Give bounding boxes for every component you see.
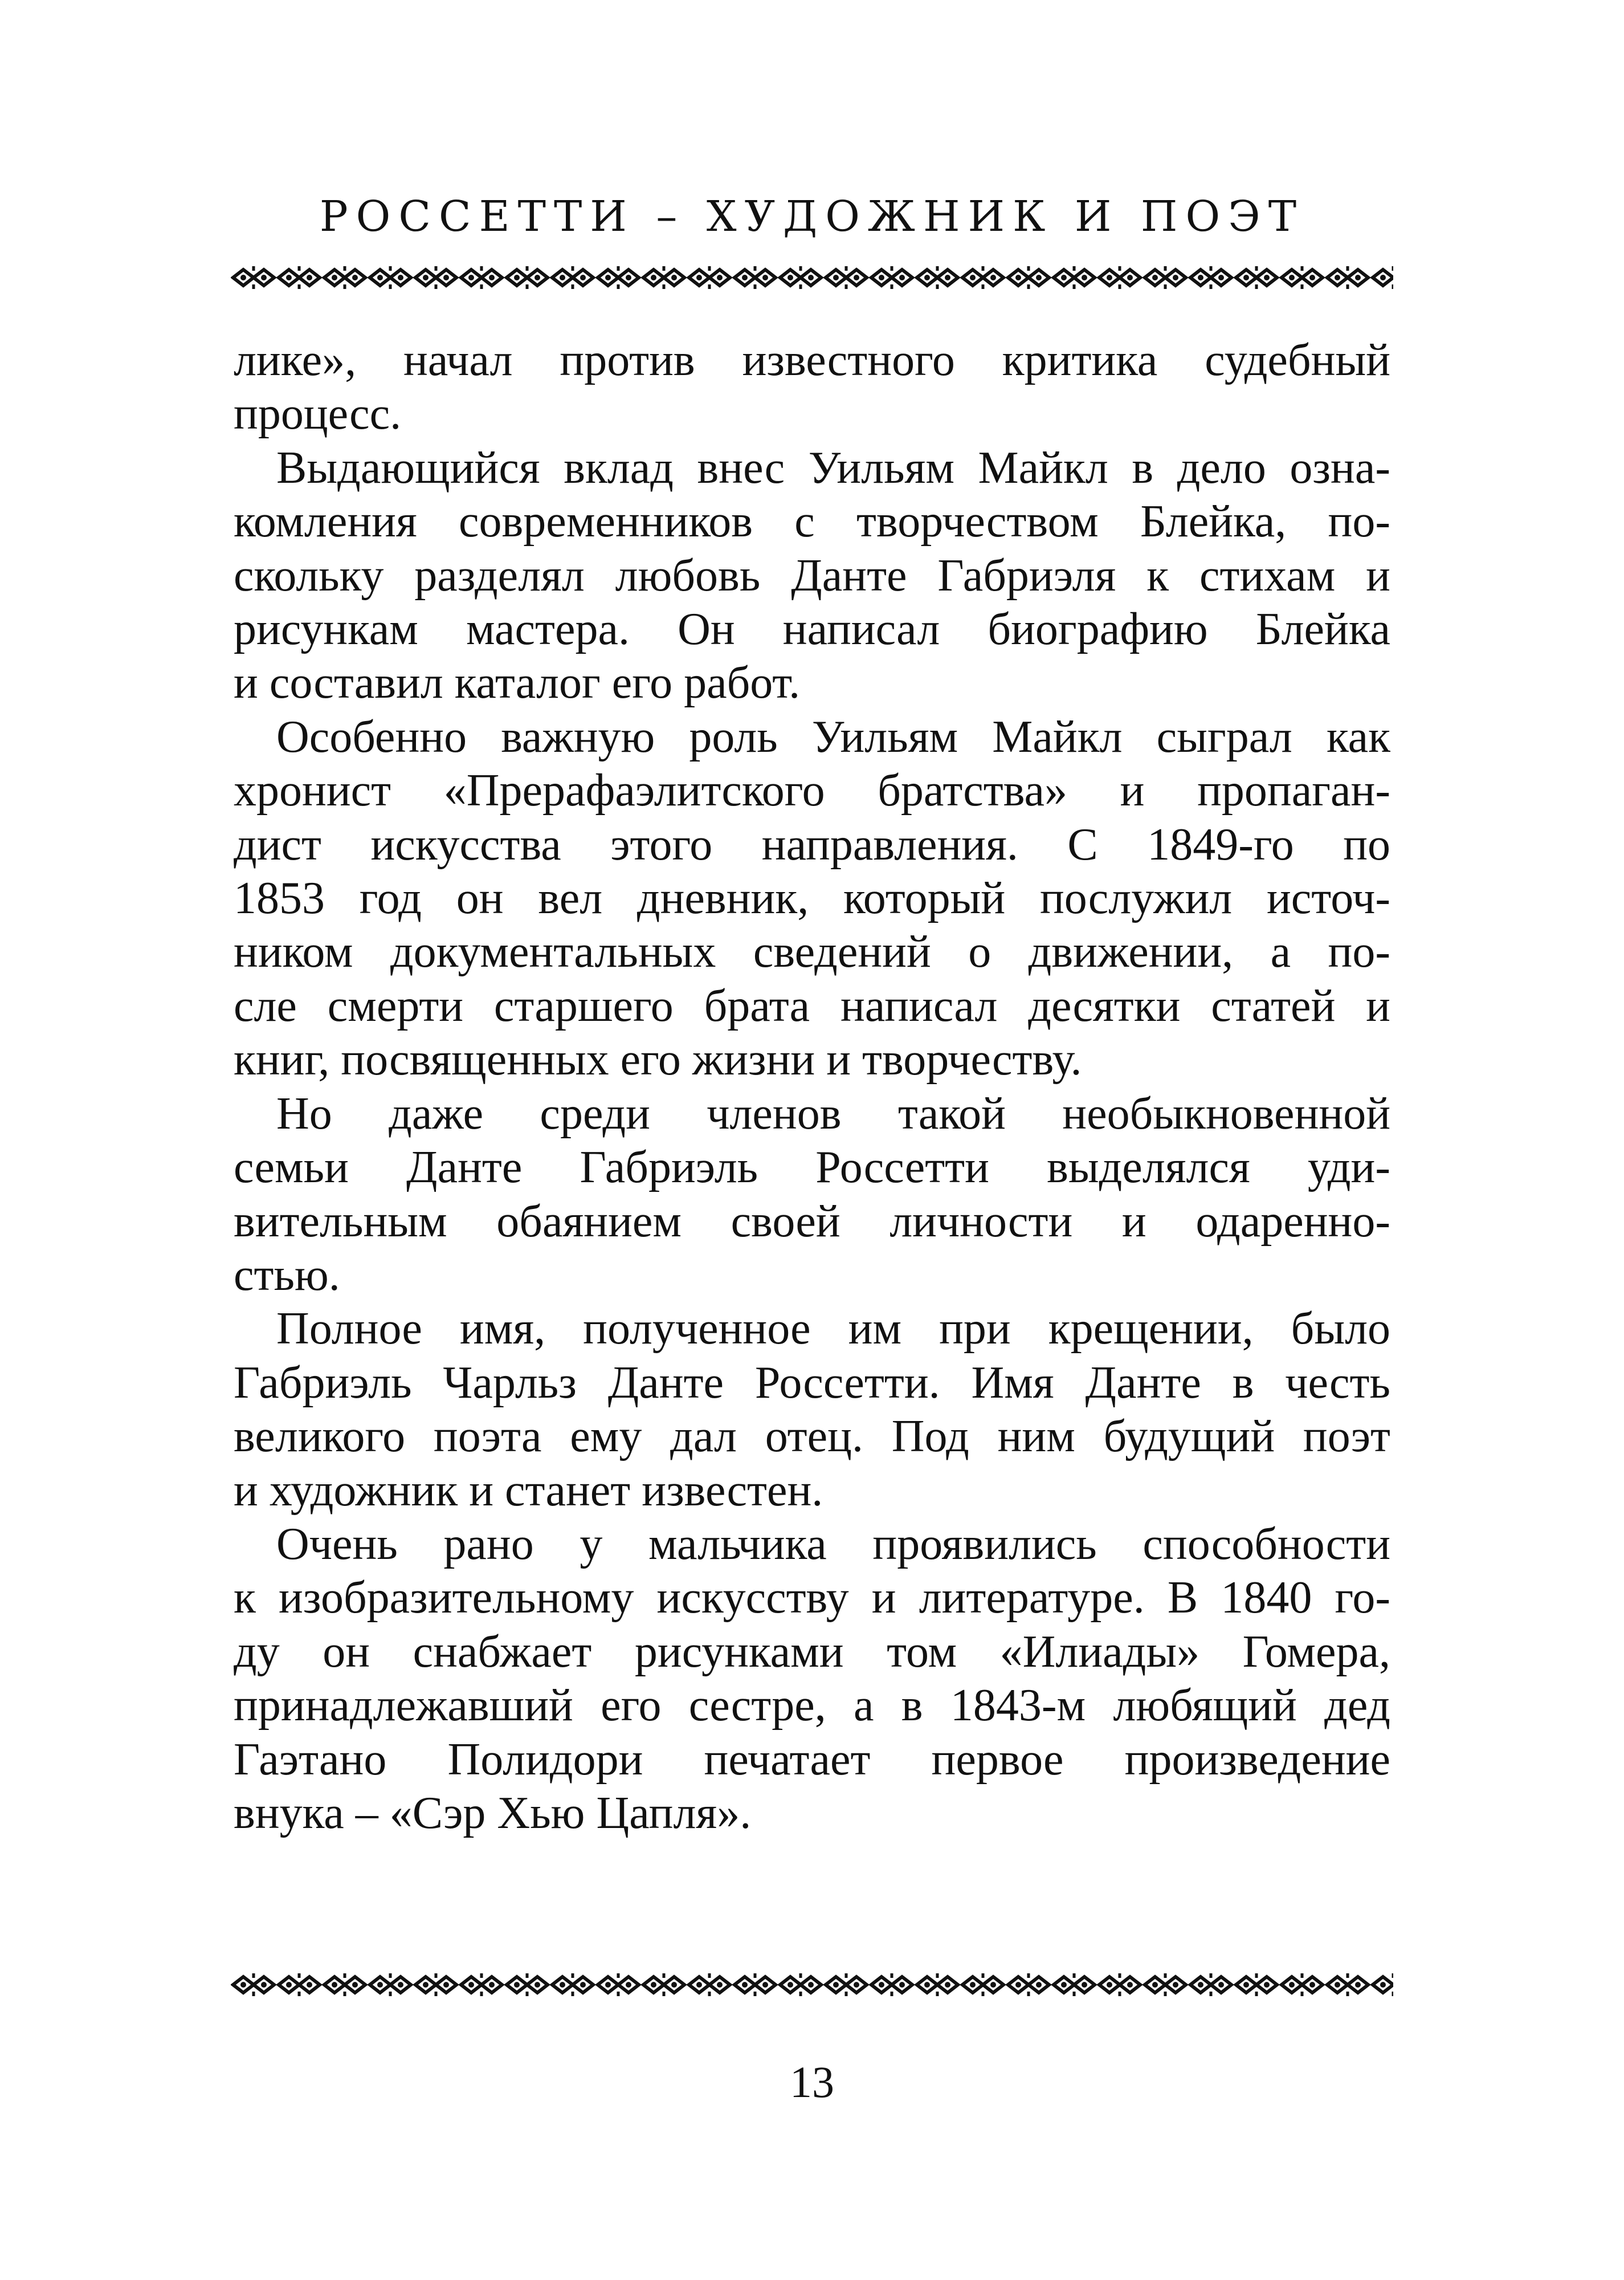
text-line: сле смерти старшего брата написал десятки статей и [234,980,1390,1031]
page-number: 13 [790,2057,834,2107]
text-line: комления современников с творчеством Блейка, по- [234,496,1390,547]
text-line: хронист «Прерафаэлитского братства» и пропаган- [234,766,1390,816]
text-line: принадлежавший его сестре, а в 1843-м любящий дед [234,1680,1390,1731]
text-line: и художник и станет известен. [234,1465,823,1516]
text-line: ником документальных сведений о движении, а по- [234,927,1390,978]
ornament-divider-bottom [231,1966,1393,2003]
text-line: вительным обаянием своей личности и одаренно- [234,1196,1390,1247]
body-text [234,333,1390,1840]
text-line: к изобразительному искусству и литературе. В 1840 го- [234,1573,1390,1623]
paragraph-1 [234,333,1390,441]
ornament-border-icon [231,259,1393,296]
text-line: Выдающийся вклад внес Уильям Майкл в дело озна- [276,442,1390,493]
text-line: великого поэта ему дал отец. Под ним будущий поэт [234,1411,1390,1462]
text-line: Гаэтано Полидори печатает первое произведение [234,1734,1390,1785]
text-line: Очень рано у мальчика проявились способности [276,1518,1390,1569]
text-line: лике», начал против известного критика судебный [234,335,1390,385]
text-line: Габриэль Чарльз Данте Россетти. Имя Данте в честь [234,1357,1390,1408]
text-line: Но даже среди членов такой необыкновенной [276,1088,1390,1139]
paragraph-3 [234,710,1390,1087]
paragraph-6 [234,1517,1390,1840]
text-line: Особенно важную роль Уильям Майкл сыграл как [276,711,1390,762]
ornament-border-icon [231,1966,1393,2003]
text-line: рисункам мастера. Он написал биографию Блейка [234,604,1390,655]
running-head: РОССЕТТИ – ХУДОЖНИК И ПОЭТ [319,192,1305,241]
paragraph-2 [234,441,1390,710]
text-line: 1853 год он вел дневник, который послужил источ- [234,873,1390,924]
text-line: и составил каталог его работ. [234,658,801,709]
text-line: процесс. [234,389,402,439]
text-line: скольку разделял любовь Данте Габриэля к стихам и [234,550,1390,601]
paragraph-4 [234,1087,1390,1302]
ornament-divider-top [231,259,1393,296]
text-line: стью. [234,1249,340,1300]
text-line: ду он снабжает рисунками том «Илиады» Гомера, [234,1626,1390,1677]
text-line: внука – «Сэр Хью Цапля». [234,1788,752,1838]
text-line: семьи Данте Габриэль Россетти выделялся уди- [234,1142,1390,1193]
text-line: дист искусства этого направления. С 1849-го по [234,819,1390,870]
paragraph-5 [234,1302,1390,1517]
text-line: книг, посвященных его жизни и творчеству. [234,1035,1082,1085]
text-line: Полное имя, полученное им при крещении, было [276,1304,1390,1354]
